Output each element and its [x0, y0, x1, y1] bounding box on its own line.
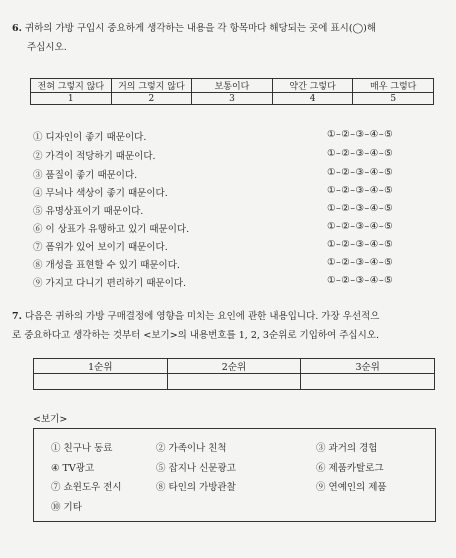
answer-options[interactable]: ①–②–③–④–⑤: [327, 148, 394, 159]
bogi-item: ⑨ 연예인의 제품: [316, 482, 387, 493]
bogi-box: [33, 428, 436, 522]
bogi-item: ⑤ 잡지나 신문광고: [156, 463, 236, 474]
question-7-text-line2: 로 중요하다고 생각하는 것부터 <보기>의 내용번호를 1, 2, 3순위로 기입하여 주십시오.: [12, 330, 379, 341]
rank-header: 3순위: [301, 359, 435, 374]
survey-item: ⑨ 가지고 다니기 편리하기 때문이다.: [33, 278, 187, 289]
survey-item: ④ 무늬나 색상이 좋기 때문이다.: [33, 188, 168, 199]
answer-options[interactable]: ①–②–③–④–⑤: [327, 257, 394, 268]
scale-value-row: [31, 93, 434, 105]
answer-options[interactable]: ①–②–③–④–⑤: [327, 221, 394, 232]
rank-answer-row: [34, 374, 435, 390]
survey-item: ① 디자인이 좋기 때문이다.: [33, 132, 147, 143]
scale-label: 보통이다: [192, 79, 273, 93]
rating-scale-table: [30, 78, 434, 105]
scale-value: 3: [192, 93, 273, 105]
rank-header: 2순위: [167, 359, 301, 374]
question-6-text-line2: 주십시오.: [27, 42, 67, 53]
scale-label: 전혀 그렇지 않다: [31, 79, 112, 93]
answer-options[interactable]: ①–②–③–④–⑤: [327, 275, 394, 286]
question-7-text-line1: 다음은 귀하의 가방 구매결정에 영향을 미치는 요인에 관한 내용입니다. 가장 우선적으: [24, 311, 380, 322]
question-7: [12, 307, 448, 326]
survey-item: ③ 품질이 좋기 때문이다.: [33, 170, 138, 181]
answer-options[interactable]: ①–②–③–④–⑤: [327, 167, 394, 178]
scale-label: 매우 그렇다: [353, 79, 434, 93]
answer-options[interactable]: ①–②–③–④–⑤: [327, 203, 394, 214]
answer-options[interactable]: ①–②–③–④–⑤: [327, 239, 394, 250]
question-6: [12, 19, 448, 38]
question-6-number: 6.: [12, 23, 22, 34]
answer-options[interactable]: ①–②–③–④–⑤: [327, 185, 394, 196]
rank-answer-cell[interactable]: [301, 374, 435, 390]
survey-item: ⑦ 폼위가 있어 보이기 때문이다.: [33, 242, 168, 253]
rank-header-row: [34, 359, 435, 374]
bogi-item: ④ TV광고: [51, 463, 95, 474]
bogi-item: ⑧ 타인의 가방관찰: [156, 482, 236, 493]
bogi-item: ⑩ 기타: [51, 502, 82, 513]
ranking-table: [33, 358, 435, 390]
bogi-item: ⑥ 제품카탈로그: [316, 463, 384, 474]
question-7-number: 7.: [12, 311, 22, 322]
scale-value: 2: [111, 93, 192, 105]
bogi-item: ① 친구나 동료: [51, 443, 113, 454]
scale-value: 4: [272, 93, 353, 105]
bogi-title: <보기>: [33, 414, 68, 425]
answer-options[interactable]: ①–②–③–④–⑤: [327, 129, 394, 140]
survey-item: ⑧ 개성을 표현할 수 있기 때문이다.: [33, 260, 180, 271]
survey-item: ⑤ 유명상표이기 때문이다.: [33, 206, 144, 217]
scale-label: 거의 그렇지 않다: [111, 79, 192, 93]
scale-value: 1: [31, 93, 112, 105]
rank-header: 1순위: [34, 359, 168, 374]
bogi-item: ② 가족이나 친척: [156, 443, 227, 454]
bogi-item: ③ 과거의 경험: [316, 443, 378, 454]
scale-value: 5: [353, 93, 434, 105]
survey-item: ⑥ 이 상표가 유행하고 있기 때문이다.: [33, 224, 190, 235]
scale-label: 약간 그렇다: [272, 79, 353, 93]
question-6-text-line1: 귀하의 가방 구입시 중요하게 생각하는 내용을 각 항목마다 해당되는 곳에 표시(◯)해: [24, 23, 377, 34]
bogi-item: ⑦ 쇼윈도우 전시: [51, 482, 122, 493]
rank-answer-cell[interactable]: [167, 374, 301, 390]
rank-answer-cell[interactable]: [34, 374, 168, 390]
scale-label-row: [31, 79, 434, 93]
survey-item: ② 가격이 적당하기 때문이다.: [33, 151, 156, 162]
